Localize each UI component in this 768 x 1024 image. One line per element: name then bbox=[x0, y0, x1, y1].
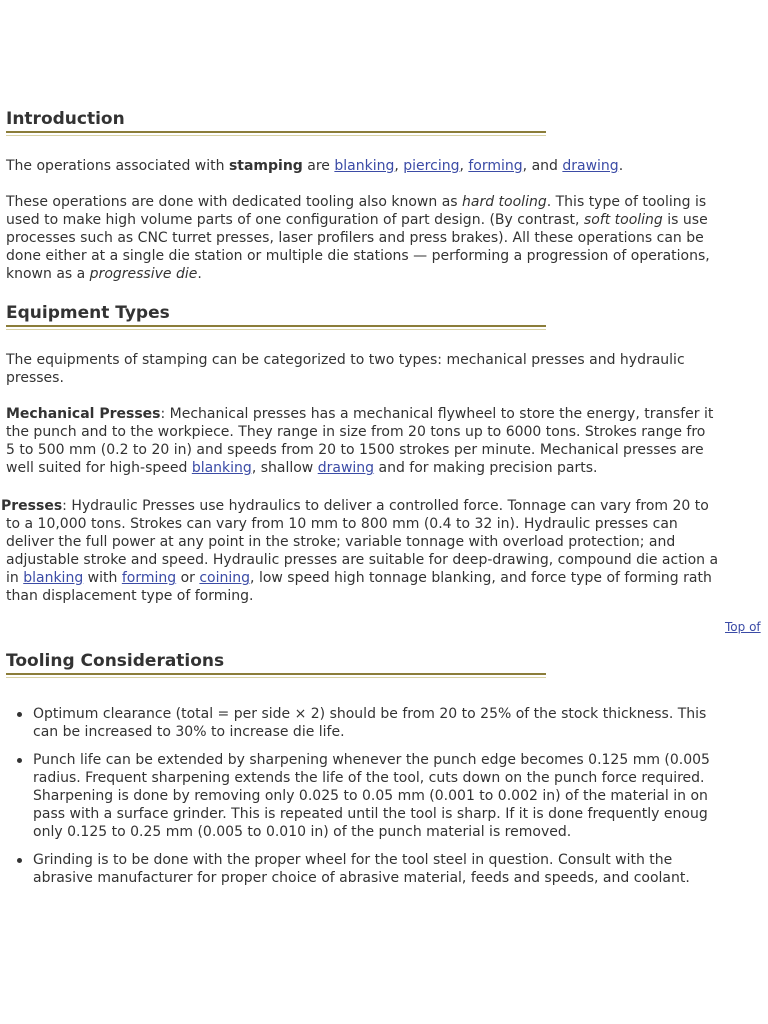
line: The equipments of stamping can be categorized to two types: mechanical presses and hydraulic bbox=[6, 352, 685, 368]
text: and for making precision parts. bbox=[374, 460, 598, 476]
text: : Mechanical presses has a mechanical flywheel to store the energy, transfer it bbox=[160, 406, 714, 422]
link-drawing[interactable]: drawing bbox=[317, 460, 375, 476]
equipment-heading-wrap bbox=[6, 302, 546, 327]
link-blanking[interactable]: blanking bbox=[191, 460, 252, 476]
link-coining[interactable]: coining bbox=[199, 570, 251, 586]
intro-heading: Introduction bbox=[6, 108, 546, 133]
line bbox=[6, 405, 713, 423]
text: with bbox=[83, 570, 122, 586]
line bbox=[6, 193, 710, 211]
term-hard-tooling: hard tooling bbox=[462, 194, 547, 210]
hydraulic-presses-paragraph bbox=[1, 497, 718, 605]
line: Sharpening is done by removing only 0.025 to 0.05 mm (0.001 to 0.002 in) of the material in on bbox=[33, 788, 708, 804]
line: presses. bbox=[6, 370, 64, 386]
list-item bbox=[6, 851, 710, 887]
link-forming[interactable]: forming bbox=[468, 158, 523, 174]
link-forming[interactable]: forming bbox=[121, 570, 177, 586]
top-of-page-link[interactable]: Top of bbox=[725, 620, 761, 634]
line: deliver the full power at any point in the stroke; variable tonnage with overload protection; and bbox=[6, 534, 676, 550]
text: , shallow bbox=[251, 460, 318, 476]
line bbox=[6, 265, 710, 283]
hydraulic-presses-title: Presses bbox=[1, 498, 63, 514]
line: than displacement type of forming. bbox=[6, 588, 254, 604]
text: . bbox=[618, 158, 624, 174]
text: well suited for high-speed bbox=[6, 460, 192, 476]
line: Punch life can be extended by sharpening whenever the punch edge becomes 0.125 mm (0.005 bbox=[33, 752, 710, 768]
equipment-heading: Equipment Types bbox=[6, 302, 546, 327]
text: . bbox=[197, 266, 202, 282]
tooling-heading: Tooling Considerations bbox=[6, 650, 546, 675]
tooling-section bbox=[6, 650, 546, 675]
text: used to make high volume parts of one configuration of part design. (By contrast, bbox=[6, 212, 584, 228]
mechanical-presses-paragraph bbox=[6, 405, 713, 477]
line: to a 10,000 tons. Strokes can vary from 10 mm to 800 mm (0.4 to 32 in). Hydraulic presses can bbox=[6, 516, 678, 532]
term-progressive-die: progressive die bbox=[89, 266, 198, 282]
line: done either at a single die station or multiple die stations — performing a progression of operations, bbox=[6, 248, 710, 264]
text: The operations associated with bbox=[6, 158, 229, 174]
line: radius. Frequent sharpening extends the life of the tool, cuts down on the punch force required. bbox=[33, 770, 705, 786]
tooling-heading-wrap bbox=[6, 650, 546, 675]
line: pass with a surface grinder. This is repeated until the tool is sharp. If it is done frequently enoug bbox=[33, 806, 708, 822]
link-blanking[interactable]: blanking bbox=[334, 158, 395, 174]
intro-heading-wrap bbox=[6, 108, 546, 133]
line bbox=[1, 497, 718, 515]
text: , and bbox=[522, 158, 563, 174]
text: known as a bbox=[6, 266, 90, 282]
intro-section bbox=[6, 108, 546, 133]
text: , bbox=[394, 158, 404, 174]
link-blanking[interactable]: blanking bbox=[23, 570, 84, 586]
text: , low speed high tonnage blanking, and force type of forming rath bbox=[250, 570, 712, 586]
text: , bbox=[459, 158, 469, 174]
line: processes such as CNC turret presses, laser profilers and press brakes). All these operations can be bbox=[6, 230, 704, 246]
term-soft-tooling: soft tooling bbox=[583, 212, 663, 228]
link-piercing[interactable]: piercing bbox=[403, 158, 460, 174]
stamping-term: stamping bbox=[228, 158, 303, 174]
line bbox=[6, 459, 713, 477]
line bbox=[6, 211, 710, 229]
equipment-paragraph-1 bbox=[6, 351, 685, 387]
list-item bbox=[6, 751, 710, 841]
line: only 0.125 to 0.25 mm (0.005 to 0.010 in) of the punch material is removed. bbox=[33, 824, 572, 840]
intro-paragraph-2 bbox=[6, 193, 710, 283]
mechanical-presses-title: Mechanical Presses bbox=[6, 406, 161, 422]
line bbox=[1, 569, 718, 587]
tooling-list bbox=[6, 705, 710, 887]
list-item bbox=[6, 705, 710, 741]
line: Grinding is to be done with the proper wheel for the tool steel in question. Consult with the bbox=[33, 852, 673, 868]
line: adjustable stroke and speed. Hydraulic presses are suitable for deep-drawing, compound die action a bbox=[6, 552, 719, 568]
line: Optimum clearance (total = per side × 2) should be from 20 to 25% of the stock thickness. This bbox=[33, 706, 707, 722]
text: : Hydraulic Presses use hydraulics to deliver a controlled force. Tonnage can vary from 20 to bbox=[62, 498, 709, 514]
text: or bbox=[176, 570, 200, 586]
text: . This type of tooling is bbox=[546, 194, 707, 210]
text: in bbox=[6, 570, 24, 586]
equipment-section bbox=[6, 302, 546, 327]
text: These operations are done with dedicated tooling also known as bbox=[6, 194, 463, 210]
line: abrasive manufacturer for proper choice of abrasive material, feeds and speeds, and coolant. bbox=[33, 870, 690, 886]
text: are bbox=[302, 158, 335, 174]
line: 5 to 500 mm (0.2 to 20 in) and speeds from 20 to 1500 strokes per minute. Mechanical presses are bbox=[6, 442, 704, 458]
text: is use bbox=[662, 212, 708, 228]
intro-paragraph-1 bbox=[6, 157, 623, 175]
line: the punch and to the workpiece. They range in size from 20 tons up to 6000 tons. Strokes range fro bbox=[6, 424, 706, 440]
line: can be increased to 30% to increase die life. bbox=[33, 724, 345, 740]
link-drawing[interactable]: drawing bbox=[562, 158, 619, 174]
